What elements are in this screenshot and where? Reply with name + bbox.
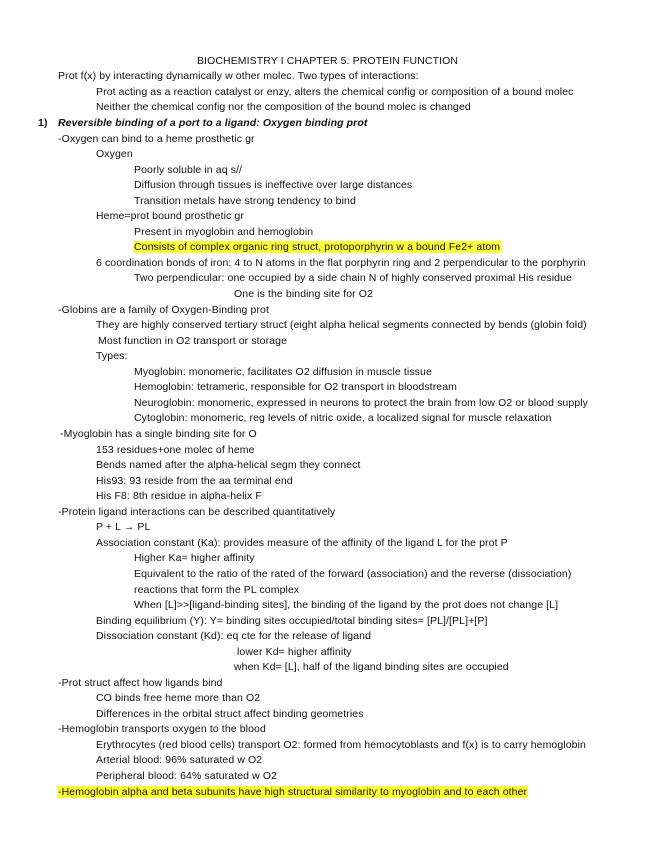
highlighted-line	[57, 785, 528, 800]
text-line: when Kd= [L], half of the ligand binding sites are occupied	[234, 661, 509, 673]
text-line: -Hemoglobin transports oxygen to the blood	[58, 723, 266, 735]
text-line: Peripheral blood: 64% saturated w O2	[96, 770, 278, 782]
text-line: Transition metals have strong tendency to bind	[134, 195, 356, 207]
highlighted-line	[133, 240, 501, 255]
text-line: Higher Ka= higher affinity	[134, 552, 255, 564]
text-line: Two perpendicular: one occupied by a side chain N of highly conserved proximal His residue	[134, 272, 572, 284]
text-line: reactions that form the PL complex	[134, 584, 300, 596]
text-line: Binding equilibrium (Y): Y= binding sites occupied/total binding sites= [PL]/[PL]+[P]	[96, 615, 488, 627]
text-line: CO binds free heme more than O2	[96, 692, 261, 704]
text-line: 6 coordination bonds of iron: 4 to N atoms in the flat porphyrin ring and 2 perpendicular to the porphyrin	[96, 257, 586, 269]
text-line: Present in myoglobin and hemoglobin	[134, 226, 314, 238]
text-line: They are highly conserved tertiary struct (eight alpha helical segments connected by bends (globin fold)	[96, 319, 587, 331]
text-line: -Globins are a family of Oxygen-Binding prot	[58, 304, 269, 316]
text-line: Diffusion through tissues is ineffective over large distances	[134, 179, 413, 191]
highlight: Consists of complex organic ring struct, protoporphyrin w a bound Fe2+ atom	[134, 241, 501, 253]
text-line: -Myoglobin has a single binding site for O	[60, 428, 257, 440]
section-heading: Reversible binding of a port to a ligand: Oxygen binding prot	[58, 117, 368, 129]
text-line: Neuroglobin: monomeric, expressed in neurons to protect the brain from low O2 or blood supply	[134, 397, 589, 409]
page-title: BIOCHEMISTRY I CHAPTER 5: PROTEIN FUNCTION	[196, 55, 459, 67]
text-line: Erythrocytes (red blood cells) transport O2: formed from hemocytoblasts and f(x) is to carry hemoglobin	[96, 739, 586, 751]
text-line: Oxygen	[96, 148, 133, 160]
highlight: -Hemoglobin alpha and beta subunits have high structural similarity to myoglobin and to each other	[58, 786, 528, 798]
text-line: Poorly soluble in aq s//	[134, 164, 243, 176]
text-line: Cytoglobin: monomeric, reg levels of nitric oxide, a localized signal for muscle relaxation	[134, 412, 552, 424]
text-line: Myoglobin: monomeric, facilitates O2 diffusion in muscle tissue	[134, 366, 432, 378]
text-line: Association constant (Ka): provides measure of the affinity of the ligand L for the prot P	[96, 537, 508, 549]
text-line: His F8: 8th residue in alpha-helix F	[96, 490, 262, 502]
text-line: Bends named after the alpha-helical segm they connect	[96, 459, 361, 471]
text-line: -Oxygen can bind to a heme prosthetic gr	[58, 133, 255, 145]
text-line: -Protein ligand interactions can be described quantitatively	[58, 506, 336, 518]
text-line: Prot f(x) by interacting dynamically w other molec. Two types of interactions:	[58, 70, 419, 82]
text-line: Prot acting as a reaction catalyst or enzy, alters the chemical config or composition of a bound molec	[96, 86, 574, 98]
equation-line: P + L → PL	[96, 521, 151, 533]
text-line: Heme=prot bound prosthetic gr	[96, 210, 244, 222]
section-number: 1)	[38, 117, 48, 129]
text-line: Hemoglobin: tetrameric, responsible for O2 transport in bloodstream	[134, 381, 458, 393]
text-line: Arterial blood: 96% saturated w O2	[96, 754, 263, 766]
text-line: Types:	[96, 350, 128, 362]
text-line: lower Kd= higher affinity	[237, 646, 352, 658]
text-line: Dissociation constant (Kd): eq cte for the release of ligand	[96, 630, 372, 642]
text-line: Most function in O2 transport or storage	[98, 335, 288, 347]
text-line: 153 residues+one molec of heme	[96, 444, 255, 456]
text-line: -Prot struct affect how ligands bind	[58, 677, 223, 689]
text-line: Equivalent to the ratio of the rated of the forward (association) and the reverse (dissociation)	[134, 568, 572, 580]
text-line: When [L]>>[ligand-binding sites], the binding of the ligand by the prot does not change [L]	[134, 599, 559, 611]
text-line: Differences in the orbital struct affect binding geometries	[96, 708, 364, 720]
text-line: Neither the chemical config nor the composition of the bound molec is changed	[96, 101, 471, 113]
text-line: One is the binding site for O2	[234, 288, 373, 300]
text-line: His93: 93 reside from the aa terminal end	[96, 475, 293, 487]
